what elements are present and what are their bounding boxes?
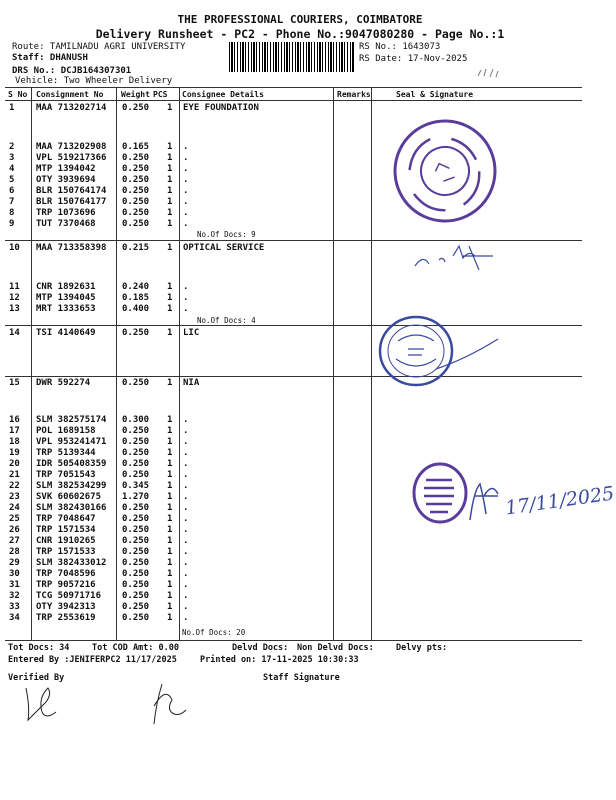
row-consignee: . <box>183 142 189 152</box>
row-pcs: 1 <box>167 153 173 163</box>
row-consignment-no: MAA 713202908 <box>36 142 107 152</box>
table-header-rule <box>5 100 582 101</box>
row-sno: 17 <box>9 426 20 436</box>
row-weight: 0.250 <box>122 558 150 568</box>
row-pcs: 1 <box>167 514 173 524</box>
row-weight: 0.250 <box>122 164 150 174</box>
row-consignment-no: TRP 5139344 <box>36 448 96 458</box>
optical-service-signature <box>405 236 505 276</box>
table-row <box>0 602 600 613</box>
table-row <box>0 164 600 175</box>
row-weight: 0.250 <box>122 153 150 163</box>
row-pcs: 1 <box>167 304 173 314</box>
row-weight: 0.250 <box>122 514 150 524</box>
table-row <box>0 293 600 304</box>
row-consignee: . <box>183 415 189 425</box>
row-pcs: 1 <box>167 481 173 491</box>
row-pcs: 1 <box>167 602 173 612</box>
table-row <box>0 153 600 164</box>
row-consignee: . <box>183 492 189 502</box>
group-doc-count: No.Of Docs: 20 <box>182 628 246 637</box>
table-row <box>0 197 600 208</box>
table-row <box>0 569 600 580</box>
table-top-rule <box>5 87 582 88</box>
row-pcs: 1 <box>167 208 173 218</box>
printed-on: Printed on: 17-11-2025 10:30:33 <box>200 655 359 665</box>
row-consignee: . <box>183 282 189 292</box>
pen-mark <box>476 66 506 80</box>
row-weight: 0.250 <box>122 569 150 579</box>
rs-date: RS Date: 17-Nov-2025 <box>359 54 468 64</box>
row-sno: 23 <box>9 492 20 502</box>
row-consignee: . <box>183 459 189 469</box>
row-consignment-no: VPL 953241471 <box>36 437 107 447</box>
row-consignee: . <box>183 547 189 557</box>
row-weight: 0.250 <box>122 208 150 218</box>
row-sno: 18 <box>9 437 20 447</box>
row-weight: 0.250 <box>122 426 150 436</box>
row-consignment-no: TRP 1073696 <box>36 208 96 218</box>
delivered-docs: Delvd Docs: <box>232 643 289 653</box>
row-pcs: 1 <box>167 459 173 469</box>
row-weight: 0.185 <box>122 293 150 303</box>
row-weight: 0.345 <box>122 481 150 491</box>
row-consignee: . <box>183 481 189 491</box>
row-consignment-no: MTP 1394045 <box>36 293 96 303</box>
row-consignment-no: TRP 1571534 <box>36 525 96 535</box>
row-sno: 15 <box>9 378 20 388</box>
row-weight: 0.250 <box>122 536 150 546</box>
row-pcs: 1 <box>167 558 173 568</box>
row-consignment-no: TUT 7370468 <box>36 219 96 229</box>
row-sno: 3 <box>9 153 15 163</box>
row-consignee: EYE FOUNDATION <box>183 103 259 113</box>
row-sno: 33 <box>9 602 20 612</box>
table-row <box>0 186 600 197</box>
col-header-consignment: Consignment No <box>36 90 104 99</box>
row-consignment-no: TRP 7048596 <box>36 569 96 579</box>
row-sno: 31 <box>9 580 20 590</box>
row-consignment-no: TRP 7048647 <box>36 514 96 524</box>
row-consignment-no: MTP 1394042 <box>36 164 96 174</box>
table-row <box>0 208 600 219</box>
table-row <box>0 243 600 254</box>
table-row <box>0 282 600 293</box>
row-weight: 0.250 <box>122 459 150 469</box>
row-weight: 1.270 <box>122 492 150 502</box>
row-sno: 30 <box>9 569 20 579</box>
row-consignee: . <box>183 164 189 174</box>
table-row <box>0 580 600 591</box>
row-pcs: 1 <box>167 197 173 207</box>
total-cod: Tot COD Amt: 0.00 <box>92 643 179 653</box>
row-weight: 0.215 <box>122 243 150 253</box>
row-weight: 0.250 <box>122 437 150 447</box>
group-doc-count: No.Of Docs: 9 <box>197 230 256 239</box>
row-consignment-no: TRP 7051543 <box>36 470 96 480</box>
row-pcs: 1 <box>167 448 173 458</box>
table-row <box>0 613 600 624</box>
col-header-sno: S No <box>8 90 28 99</box>
row-weight: 0.240 <box>122 282 150 292</box>
row-sno: 9 <box>9 219 15 229</box>
row-pcs: 1 <box>167 164 173 174</box>
row-consignment-no: SLM 382430166 <box>36 503 107 513</box>
row-pcs: 1 <box>167 503 173 513</box>
row-consignee: . <box>183 558 189 568</box>
row-weight: 0.250 <box>122 175 150 185</box>
delivery-points: Delvy pts: <box>396 643 448 653</box>
row-consignment-no: SVK 60602675 <box>36 492 102 502</box>
row-sno: 6 <box>9 186 15 196</box>
row-consignee: . <box>183 426 189 436</box>
barcode <box>229 42 355 72</box>
row-pcs: 1 <box>167 142 173 152</box>
row-consignment-no: SLM 382433012 <box>36 558 107 568</box>
staff-signature-label: Staff Signature <box>263 673 340 683</box>
row-sno: 27 <box>9 536 20 546</box>
row-consignment-no: POL 1689158 <box>36 426 96 436</box>
row-consignee: . <box>183 437 189 447</box>
table-row <box>0 426 600 437</box>
row-consignee: . <box>183 613 189 623</box>
table-row <box>0 415 600 426</box>
table-bottom-rule <box>5 640 582 641</box>
table-row <box>0 103 600 114</box>
row-pcs: 1 <box>167 293 173 303</box>
row-weight: 0.250 <box>122 448 150 458</box>
row-pcs: 1 <box>167 415 173 425</box>
lic-signature <box>434 335 504 375</box>
row-consignee: . <box>183 197 189 207</box>
staff-label: Staff: DHANUSH <box>12 53 88 63</box>
col-header-consignee: Consignee Details <box>182 90 264 99</box>
table-row <box>0 175 600 186</box>
row-sno: 19 <box>9 448 20 458</box>
drs-label: DRS No.: DCJB164307301 <box>12 66 132 76</box>
row-weight: 0.250 <box>122 591 150 601</box>
row-pcs: 1 <box>167 186 173 196</box>
row-consignment-no: CNR 1910265 <box>36 536 96 546</box>
col-header-pcs: PCS <box>153 90 168 99</box>
row-pcs: 1 <box>167 613 173 623</box>
row-sno: 5 <box>9 175 15 185</box>
row-consignee: . <box>183 591 189 601</box>
row-consignment-no: TRP 1571533 <box>36 547 96 557</box>
row-sno: 2 <box>9 142 15 152</box>
col-header-seal: Seal & Signature <box>396 90 474 99</box>
row-weight: 0.250 <box>122 378 150 388</box>
row-pcs: 1 <box>167 378 173 388</box>
row-weight: 0.250 <box>122 197 150 207</box>
rs-no: RS No.: 1643073 <box>359 42 441 52</box>
row-consignee: . <box>183 602 189 612</box>
row-consignee: . <box>183 514 189 524</box>
row-consignment-no: TRP 2553619 <box>36 613 96 623</box>
table-row <box>0 536 600 547</box>
row-weight: 0.250 <box>122 103 150 113</box>
row-weight: 0.250 <box>122 547 150 557</box>
row-consignment-no: TCG 50971716 <box>36 591 102 601</box>
nia-seal-stamp <box>412 462 470 524</box>
row-weight: 0.300 <box>122 415 150 425</box>
row-sno: 34 <box>9 613 20 623</box>
table-row <box>0 558 600 569</box>
row-sno: 1 <box>9 103 15 113</box>
row-consignee: . <box>183 186 189 196</box>
row-consignment-no: TRP 9057216 <box>36 580 96 590</box>
row-weight: 0.165 <box>122 142 150 152</box>
row-sno: 20 <box>9 459 20 469</box>
row-consignee: . <box>183 525 189 535</box>
row-sno: 24 <box>9 503 20 513</box>
table-row <box>0 591 600 602</box>
row-pcs: 1 <box>167 175 173 185</box>
verified-by-signature-2 <box>148 678 188 730</box>
row-sno: 21 <box>9 470 20 480</box>
row-sno: 13 <box>9 304 20 314</box>
row-pcs: 1 <box>167 437 173 447</box>
table-row <box>0 378 600 389</box>
row-consignee: . <box>183 569 189 579</box>
handwritten-date: 17/11/2025 <box>504 482 616 520</box>
table-row <box>0 547 600 558</box>
row-consignment-no: TSI 4140649 <box>36 328 96 338</box>
row-pcs: 1 <box>167 525 173 535</box>
row-sno: 16 <box>9 415 20 425</box>
row-weight: 0.250 <box>122 525 150 535</box>
row-consignee: NIA <box>183 378 200 388</box>
row-sno: 7 <box>9 197 15 207</box>
non-delivered-docs: Non Delvd Docs: <box>297 643 374 653</box>
row-sno: 4 <box>9 164 15 174</box>
row-weight: 0.250 <box>122 602 150 612</box>
vehicle-label: Vehicle: Two Wheeler Delivery <box>15 76 173 86</box>
group-doc-count: No.Of Docs: 4 <box>197 316 256 325</box>
row-consignee: . <box>183 153 189 163</box>
table-row <box>0 525 600 536</box>
row-sno: 32 <box>9 591 20 601</box>
row-weight: 0.250 <box>122 503 150 513</box>
table-row <box>0 219 600 230</box>
company-seal-stamp <box>392 118 498 224</box>
row-pcs: 1 <box>167 591 173 601</box>
row-consignment-no: OTY 3939694 <box>36 175 96 185</box>
row-consignee: . <box>183 580 189 590</box>
table-row <box>0 470 600 481</box>
total-docs: Tot Docs: 34 <box>8 643 70 653</box>
verified-by-signature <box>18 678 62 728</box>
row-weight: 0.250 <box>122 328 150 338</box>
row-sno: 28 <box>9 547 20 557</box>
row-pcs: 1 <box>167 547 173 557</box>
row-pcs: 1 <box>167 492 173 502</box>
entered-by: Entered By :JENIFERPC2 11/17/2025 <box>8 655 177 665</box>
nia-signature <box>466 474 506 524</box>
row-sno: 14 <box>9 328 20 338</box>
verified-by-label: Verified By <box>8 673 65 683</box>
row-pcs: 1 <box>167 580 173 590</box>
row-pcs: 1 <box>167 569 173 579</box>
col-header-weight: Weight <box>121 90 150 99</box>
row-sno: 10 <box>9 243 20 253</box>
table-row <box>0 481 600 492</box>
row-sno: 12 <box>9 293 20 303</box>
table-row <box>0 437 600 448</box>
group-separator <box>5 325 582 326</box>
table-row <box>0 459 600 470</box>
row-consignment-no: MAA 713202714 <box>36 103 107 113</box>
row-consignee: . <box>183 304 189 314</box>
row-sno: 8 <box>9 208 15 218</box>
row-consignee: . <box>183 470 189 480</box>
row-pcs: 1 <box>167 426 173 436</box>
col-header-remarks: Remarks <box>337 90 371 99</box>
row-pcs: 1 <box>167 219 173 229</box>
row-pcs: 1 <box>167 282 173 292</box>
row-consignment-no: OTY 3942313 <box>36 602 96 612</box>
row-weight: 0.250 <box>122 470 150 480</box>
row-consignee: OPTICAL SERVICE <box>183 243 265 253</box>
row-consignment-no: SLM 382575174 <box>36 415 107 425</box>
table-row <box>0 304 600 315</box>
row-consignee: LIC <box>183 328 200 338</box>
row-consignment-no: VPL 519217366 <box>36 153 107 163</box>
row-consignment-no: MRT 1333653 <box>36 304 96 314</box>
row-weight: 0.250 <box>122 613 150 623</box>
row-consignment-no: SLM 382534299 <box>36 481 107 491</box>
table-row <box>0 142 600 153</box>
runsheet-subtitle: Delivery Runsheet - PC2 - Phone No.:9047080280 - Page No.:1 <box>95 27 505 41</box>
row-sno: 25 <box>9 514 20 524</box>
row-weight: 0.250 <box>122 186 150 196</box>
row-sno: 22 <box>9 481 20 491</box>
row-consignee: . <box>183 208 189 218</box>
row-consignee: . <box>183 536 189 546</box>
group-separator <box>5 376 582 377</box>
row-consignment-no: BLR 150764174 <box>36 186 107 196</box>
row-weight: 0.250 <box>122 580 150 590</box>
row-consignment-no: CNR 1892631 <box>36 282 96 292</box>
row-pcs: 1 <box>167 328 173 338</box>
row-pcs: 1 <box>167 536 173 546</box>
row-weight: 0.250 <box>122 219 150 229</box>
row-consignee: . <box>183 293 189 303</box>
table-row <box>0 328 600 339</box>
row-sno: 26 <box>9 525 20 535</box>
row-consignment-no: DWR 592274 <box>36 378 91 388</box>
row-pcs: 1 <box>167 243 173 253</box>
row-pcs: 1 <box>167 103 173 113</box>
table-row <box>0 448 600 459</box>
row-weight: 0.400 <box>122 304 150 314</box>
row-consignment-no: BLR 150764177 <box>36 197 107 207</box>
route-label: Route: TAMILNADU AGRI UNIVERSITY <box>12 42 186 52</box>
row-consignee: . <box>183 175 189 185</box>
row-consignee: . <box>183 219 189 229</box>
row-consignee: . <box>183 448 189 458</box>
row-consignment-no: MAA 713358398 <box>36 243 107 253</box>
row-sno: 11 <box>9 282 20 292</box>
row-consignee: . <box>183 503 189 513</box>
row-sno: 29 <box>9 558 20 568</box>
row-consignment-no: IDR 505408359 <box>36 459 107 469</box>
company-title: THE PROFESSIONAL COURIERS, COIMBATORE <box>177 13 423 26</box>
row-pcs: 1 <box>167 470 173 480</box>
